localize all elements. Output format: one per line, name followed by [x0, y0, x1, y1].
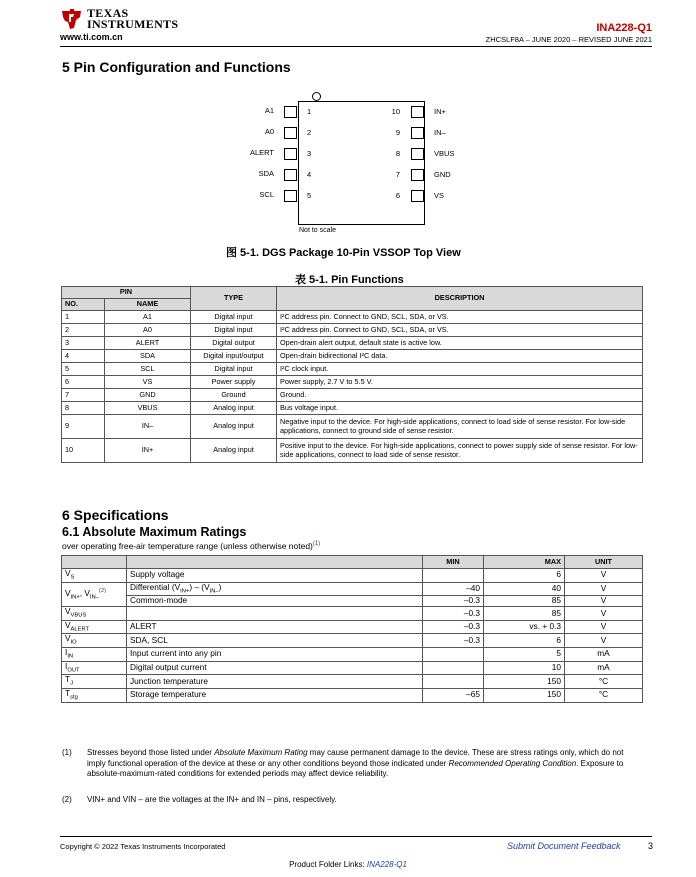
pin-no-cell: 6: [62, 376, 105, 389]
unit-cell: V: [565, 620, 643, 634]
pin-no-cell: 7: [62, 389, 105, 402]
type-header: TYPE: [191, 287, 277, 311]
pin-functions-table: [61, 286, 643, 463]
max-cell: 6: [484, 569, 565, 583]
doc-revised: REVISED JUNE 2021: [578, 35, 652, 44]
pin-desc-cell: Bus voltage input.: [277, 402, 643, 415]
pin-lead-left: [284, 127, 297, 139]
ti-logo-icon: [60, 8, 84, 30]
desc-header: DESCRIPTION: [277, 287, 643, 311]
param-cell: Supply voltage: [127, 569, 423, 583]
pin-type-cell: Analog input: [191, 402, 277, 415]
pin-no-cell: 5: [62, 363, 105, 376]
symbol-cell: $V_S$: [62, 569, 127, 583]
table-caption: 表 5-1. Pin Functions: [295, 274, 404, 286]
pin-name-cell: VS: [105, 376, 191, 389]
pin-lead-right: [411, 127, 424, 139]
pin-name-cell: A0: [105, 324, 191, 337]
scale-note: Not to scale: [299, 227, 336, 234]
amr-intro-ref[interactable]: (1): [312, 541, 321, 548]
header-rule: [60, 46, 652, 47]
pin-lead-left: [284, 190, 297, 202]
pin-type-cell: Digital input/output: [191, 350, 277, 363]
pin-no-cell: 4: [62, 350, 105, 363]
table-row: [62, 661, 643, 675]
pin-number-right: 8: [395, 149, 400, 158]
pin-desc-cell: Open-drain alert output, default state is active low.: [277, 337, 643, 350]
min-cell: [423, 675, 484, 689]
table-row: [62, 607, 643, 621]
unit-cell: °C: [565, 688, 643, 702]
pin-type-cell: Power supply: [191, 376, 277, 389]
symbol-cell: $V_{VBUS}$: [62, 607, 127, 621]
param-cell: SDA, SCL: [127, 634, 423, 648]
min-header: MIN: [423, 556, 484, 569]
doc-date: JUNE 2020: [531, 35, 571, 44]
blank-header: [62, 556, 127, 569]
pin-no-cell: 3: [62, 337, 105, 350]
symbol-cell: $V_{IN+}$, $V_{IN-}^{(2)}$: [62, 582, 127, 607]
footnote-1: (1) Stresses beyond those listed under Absolute Maximum Rating may cause permanent damage to the device. These are stress ratings only, which do not imply functional operation of the device at these or any other conditions beyond those indicated under Recommended Operating Condition. Exposure to absolute-maximum-rated conditions for extended periods may affect device reliability.: [62, 748, 624, 778]
max-cell: 5: [484, 648, 565, 662]
doc-id[interactable]: INA228-Q1: [596, 22, 652, 34]
pin-number-right: 6: [395, 191, 400, 200]
pin-label-left: A1: [264, 106, 274, 115]
pin-number-left: 1: [307, 107, 312, 116]
pin-label-right: IN+: [434, 107, 446, 116]
table-row: [62, 634, 643, 648]
pin-type-cell: Digital input: [191, 311, 277, 324]
symbol-cell: $I_{OUT}$: [62, 661, 127, 675]
max-header: MAX: [484, 556, 565, 569]
table-row: [62, 415, 643, 439]
pin-desc-cell: I²C address pin. Connect to GND, SCL, SDA, or VS.: [277, 324, 643, 337]
unit-cell: mA: [565, 648, 643, 662]
unit-cell: °C: [565, 675, 643, 689]
pin-label-left: SDA: [258, 169, 274, 178]
package-outline: [298, 101, 425, 225]
pin-number-left: 5: [307, 191, 312, 200]
pin-number-right: 7: [395, 170, 400, 179]
pin-name-cell: IN+: [105, 439, 191, 463]
pin-label-right: VS: [434, 191, 445, 200]
pin-header: PIN: [62, 287, 191, 299]
pin-no-cell: 9: [62, 415, 105, 439]
pin-type-cell: Digital output: [191, 337, 277, 350]
pin-name-cell: SCL: [105, 363, 191, 376]
pin-lead-right: [411, 169, 424, 181]
min-cell: –40: [423, 582, 484, 596]
max-cell: 40: [484, 582, 565, 596]
product-folder-links: Product Folder Links: INA228-Q1: [289, 860, 407, 869]
min-cell: [423, 648, 484, 662]
submit-feedback-link[interactable]: Submit Document Feedback: [507, 841, 621, 851]
pin-desc-cell: I²C clock input.: [277, 363, 643, 376]
footnote-ref[interactable]: (2): [98, 587, 107, 594]
pin-name-cell: ALERT: [105, 337, 191, 350]
amr-intro: [62, 541, 320, 551]
unit-cell: V: [565, 607, 643, 621]
page-number: 3: [648, 841, 654, 851]
pin-label-left: SCL: [259, 190, 274, 199]
pin-desc-cell: Negative input to the device. For high-side applications, connect to load side of sense resistor. For low-side applications, connect to ground side of sense resistor.: [277, 415, 643, 439]
table-row: [62, 337, 643, 350]
unit-header: UNIT: [565, 556, 643, 569]
max-cell: 150: [484, 688, 565, 702]
table-row: [62, 439, 643, 463]
param-cell: Digital output current: [127, 661, 423, 675]
pin-no-cell: 10: [62, 439, 105, 463]
pin-type-cell: Digital input: [191, 363, 277, 376]
pin-desc-cell: Power supply, 2.7 V to 5.5 V.: [277, 376, 643, 389]
meta-sep: –: [525, 35, 532, 44]
meta-sep: –: [572, 35, 579, 44]
no-header: NO.: [62, 299, 105, 311]
table-row: [62, 582, 643, 596]
brand-line1: TEXAS: [87, 6, 129, 20]
min-cell: –0.3: [423, 634, 484, 648]
param-cell: Input current into any pin: [127, 648, 423, 662]
amr-intro-text: over operating free-air temperature range (unless otherwise noted): [62, 541, 313, 551]
table-row: [62, 648, 643, 662]
table-row: [62, 688, 643, 702]
pin-lead-left: [284, 169, 297, 181]
table-row: [62, 376, 643, 389]
table-row: [62, 620, 643, 634]
section6-1-title: 6.1 Absolute Maximum Ratings: [62, 525, 247, 539]
max-cell: 85: [484, 607, 565, 621]
max-cell: 150: [484, 675, 565, 689]
abs-max-ratings-table: [61, 555, 643, 703]
footnote-2: (2) VIN+ and VIN – are the voltages at the IN+ and IN – pins, respectively.: [62, 795, 337, 804]
table-row: [62, 569, 643, 583]
unit-cell: V: [565, 582, 643, 596]
max-cell: 6: [484, 634, 565, 648]
pin-number-right: 9: [395, 128, 400, 137]
max-cell: 10: [484, 661, 565, 675]
min-cell: –0.3: [423, 607, 484, 621]
unit-cell: V: [565, 596, 643, 607]
pin-label-right: IN–: [434, 128, 446, 137]
product-folder-link[interactable]: INA228-Q1: [366, 860, 407, 869]
pin-no-cell: 8: [62, 402, 105, 415]
pin-desc-cell: Open-drain bidirectional I²C data.: [277, 350, 643, 363]
pin-label-left: ALERT: [249, 148, 274, 157]
table-row: [62, 324, 643, 337]
footer-rule: [60, 836, 652, 837]
doc-code: ZHCSLF8A: [485, 35, 524, 44]
min-cell: –0.3: [423, 596, 484, 607]
min-cell: [423, 661, 484, 675]
pin1-marker: [312, 92, 321, 101]
min-cell: [423, 569, 484, 583]
name-header: NAME: [105, 299, 191, 311]
pin-desc-cell: Positive input to the device. For high-side applications, connect to power supply side of sense resistor. For low-side applications, connect to load side of sense resistor.: [277, 439, 643, 463]
pin-number-left: 2: [307, 128, 312, 137]
pin-lead-right: [411, 190, 424, 202]
pin-type-cell: Analog input: [191, 415, 277, 439]
symbol-cell: $T_J$: [62, 675, 127, 689]
param-cell: Differential $(V_{IN+}) - (V_{IN-})$: [127, 582, 423, 596]
table-row: [62, 363, 643, 376]
max-cell: vs. + 0.3: [484, 620, 565, 634]
param-cell: ALERT: [127, 620, 423, 634]
max-cell: 85: [484, 596, 565, 607]
pin-lead-right: [411, 148, 424, 160]
footnote-mark: (2): [62, 795, 72, 804]
blank-header: [127, 556, 423, 569]
pin-name-cell: SDA: [105, 350, 191, 363]
pin-number-left: 3: [307, 149, 312, 158]
table-row: [62, 311, 643, 324]
pin-label-left: A0: [264, 127, 274, 136]
pin-name-cell: IN–: [105, 415, 191, 439]
table-row: [62, 675, 643, 689]
website-link[interactable]: www.ti.com.cn: [60, 32, 123, 42]
param-cell: [127, 607, 423, 621]
symbol-cell: $V_{IO}$: [62, 634, 127, 648]
pin-label-right: GND: [434, 170, 451, 179]
pin-lead-left: [284, 106, 297, 118]
symbol-cell: $T_{stg}$: [62, 688, 127, 702]
pin-type-cell: Analog input: [191, 439, 277, 463]
unit-cell: V: [565, 634, 643, 648]
param-cell: Junction temperature: [127, 675, 423, 689]
table-row: [62, 596, 643, 607]
table-row: [62, 389, 643, 402]
table-row: [62, 402, 643, 415]
unit-cell: V: [565, 569, 643, 583]
pin-no-cell: 1: [62, 311, 105, 324]
section5-title: 5 Pin Configuration and Functions: [62, 59, 291, 75]
symbol-cell: $V_{ALERT}$: [62, 620, 127, 634]
pin-desc-cell: Ground.: [277, 389, 643, 402]
param-cell: Common-mode: [127, 596, 423, 607]
pin-number-left: 4: [307, 170, 312, 179]
pin-no-cell: 2: [62, 324, 105, 337]
min-cell: –0.3: [423, 620, 484, 634]
unit-cell: mA: [565, 661, 643, 675]
section6-title: 6 Specifications: [62, 507, 169, 523]
footnote-mark: (1): [62, 748, 72, 757]
pin-name-cell: GND: [105, 389, 191, 402]
table-row: [62, 350, 643, 363]
figure-caption: 图 5-1. DGS Package 10-Pin VSSOP Top View: [226, 247, 461, 259]
param-cell: Storage temperature: [127, 688, 423, 702]
min-cell: –65: [423, 688, 484, 702]
pin-type-cell: Ground: [191, 389, 277, 402]
copyright: Copyright © 2022 Texas Instruments Incorporated: [60, 842, 226, 851]
doc-meta: [486, 35, 652, 44]
pin-desc-cell: I²C address pin. Connect to GND, SCL, SDA, or VS.: [277, 311, 643, 324]
pin-number-right: 10: [391, 107, 400, 116]
pin-lead-right: [411, 106, 424, 118]
pin-lead-left: [284, 148, 297, 160]
symbol-cell: $I_{IN}$: [62, 648, 127, 662]
brand-line2: INSTRUMENTS: [87, 17, 179, 31]
pin-label-right: VBUS: [434, 149, 455, 158]
pin-name-cell: VBUS: [105, 402, 191, 415]
ti-brand-text: [87, 8, 178, 30]
pin-type-cell: Digital input: [191, 324, 277, 337]
pin-name-cell: A1: [105, 311, 191, 324]
